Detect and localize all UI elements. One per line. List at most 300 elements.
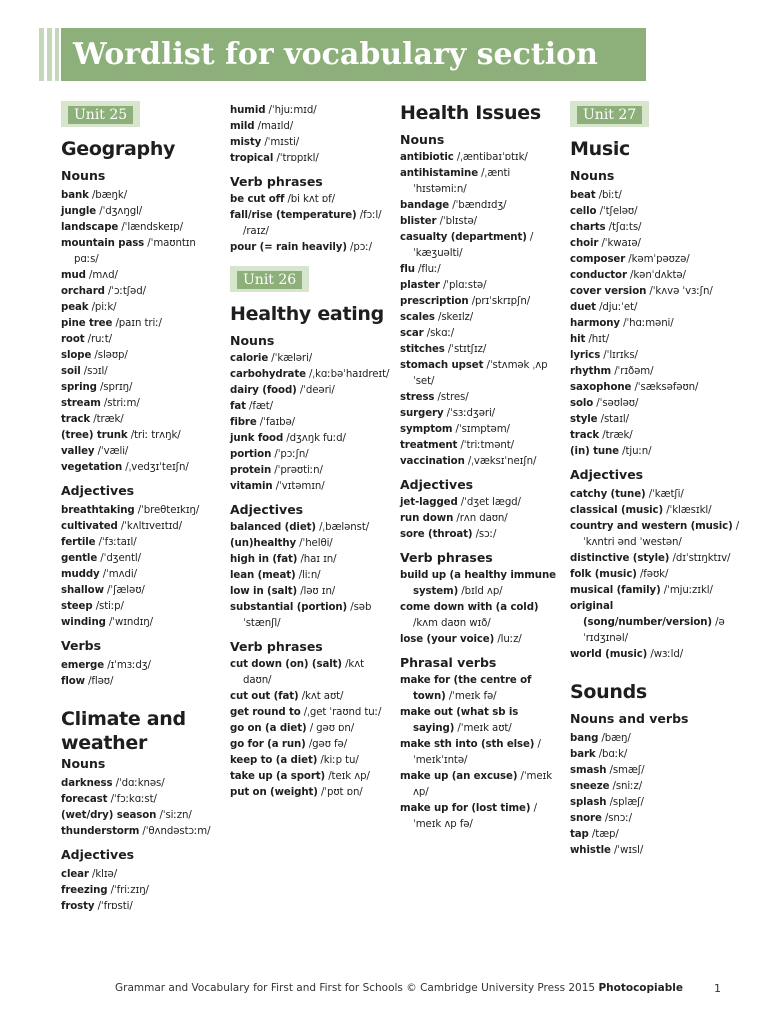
word-entry [570,487,740,503]
word-pronunciation: /skeɪlz/ [437,312,474,323]
word-term: casualty (department) [400,232,527,243]
word-entry [61,268,221,284]
word-term: frosty [61,901,95,912]
word-entry [570,763,740,779]
word-term: forecast [61,794,108,805]
word-entry [230,463,390,479]
word-entry [400,801,560,833]
word-term: folk (music) [570,569,637,580]
word-entry [230,415,390,431]
word-pronunciation: /fæt/ [249,401,273,412]
word-term: flow [61,676,85,687]
word-entry [61,380,221,396]
word-term: distinctive (style) [570,553,670,564]
word-pronunciation: /piːk/ [91,302,117,313]
word-pronunciation: /sprɪŋ/ [99,382,133,393]
word-term: charts [570,222,606,233]
word-term: orchard [61,286,105,297]
footer-copyright: Grammar and Vocabulary for First and First for Schools © Cambridge University Press 2015 [115,982,596,994]
word-entry [230,367,390,383]
word-pronunciation: /ˈmʌdi/ [102,569,137,580]
word-term: beat [570,190,596,201]
word-entry [400,310,560,326]
word-entry [61,867,221,883]
word-pronunciation: /ˌæntibaɪˈɒtɪk/ [456,152,528,163]
word-pronunciation: /ˈʃæləʊ/ [107,585,145,596]
word-pronunciation: /sləʊp/ [94,350,128,361]
word-entry [400,495,560,511]
word-pronunciation: /prɪˈskrɪpʃn/ [471,296,531,307]
word-entry [61,444,221,460]
word-term: harmony [570,318,620,329]
word-list [570,731,740,859]
word-term: vegetation [61,462,123,473]
word-pronunciation: /ˈfɔːkɑːst/ [110,794,157,805]
word-list [61,776,221,840]
section-heading: Climate and weather [61,708,186,754]
word-entry [61,503,221,519]
word-entry [61,792,221,808]
word-pronunciation: /ˈɔːtʃəd/ [107,286,146,297]
word-entry [400,406,560,422]
word-term: track [570,430,600,441]
word-term: (tree) trunk [61,430,128,441]
word-entry [570,316,740,332]
category-heading: Nouns [230,333,275,348]
word-entry [400,769,560,801]
word-pronunciation: /ˈdeəri/ [299,385,335,396]
word-term: muddy [61,569,100,580]
word-pronunciation: /ˈwɪsl/ [613,845,644,856]
word-entry [230,240,390,256]
word-entry [230,785,390,801]
word-pronunciation: /ˈstʌmək ˌʌpˈset/ [413,360,548,387]
word-term: dairy (food) [230,385,297,396]
word-term: fertile [61,537,96,548]
word-pronunciation: /ˈmeɪk ʌp fə/ [413,803,537,830]
word-entry [230,657,390,689]
word-entry [61,599,221,615]
word-term: make for (the centre of town) [400,675,532,702]
section-heading: Health Issues [400,102,541,124]
word-term: symptom [400,424,453,435]
word-entry [61,428,221,444]
word-pronunciation: /ˈhɑːməni/ [623,318,674,329]
word-entry [230,600,390,632]
word-entry [570,567,740,583]
word-term: bank [61,190,89,201]
word-pronunciation: /bæŋk/ [91,190,128,201]
word-entry [61,204,221,220]
word-list [400,150,560,470]
word-pronunciation: /ˈkwaɪə/ [601,238,641,249]
word-pronunciation: /sɔɪl/ [83,366,108,377]
word-term: protein [230,465,272,476]
word-list [400,495,560,543]
word-pronunciation: /stiːp/ [95,601,124,612]
word-entry [61,674,221,690]
word-entry [570,843,740,859]
word-term: style [570,414,598,425]
word-pronunciation: /maɪld/ [257,121,294,132]
word-entry [230,737,390,753]
word-pronunciation: /bi kʌt ɒf/ [287,194,335,205]
word-entry [400,342,560,358]
word-entry [230,520,390,536]
word-entry [570,348,740,364]
word-entry [400,214,560,230]
word-pronunciation: /fɔːl/ /raɪz/ [243,210,382,237]
word-pronunciation: /kʌt aʊt/ [301,691,344,702]
word-entry [230,552,390,568]
category-heading: Adjectives [61,847,135,862]
word-entry [61,899,221,915]
word-term: misty [230,137,262,148]
word-entry [61,284,221,300]
word-entry [400,278,560,294]
word-pronunciation: /ˈmɪsti/ [264,137,300,148]
word-term: lyrics [570,350,601,361]
word-entry [570,236,740,252]
word-pronunciation: /paɪn triː/ [115,318,162,329]
word-term: go on (a diet) [230,723,307,734]
word-entry [61,332,221,348]
word-pronunciation: /staɪl/ [600,414,629,425]
word-pronunciation: /ˌbælənst/ [319,522,370,533]
word-pronunciation: /ˈtrɒpɪkl/ [276,153,319,164]
word-term: whistle [570,845,611,856]
word-pronunciation: /striːm/ [103,398,140,409]
word-term: thunderstorm [61,826,140,837]
word-pronunciation: /træk/ [93,414,124,425]
word-entry [570,396,740,412]
word-pronunciation: /ˈsəʊləʊ/ [596,398,639,409]
category-heading: Verbs [61,638,102,653]
word-term: scales [400,312,435,323]
word-pronunciation: /əˈrɪdʒɪnəl/ [583,617,725,644]
word-pronunciation: /ˈprəʊtiːn/ [274,465,323,476]
word-pronunciation: /ˈdɑːknəs/ [115,778,165,789]
word-term: snore [570,813,602,824]
word-entry [570,647,740,663]
word-pronunciation: /ˈdʒʌŋgl/ [99,206,143,217]
word-pronunciation: /bɪld ʌp/ [461,586,503,597]
word-pronunciation: /ˌvedʒɪˈteɪʃn/ [125,462,189,473]
word-pronunciation: /tæp/ [591,829,619,840]
word-term: cover version [570,286,647,297]
word-pronunciation: /splæʃ/ [609,797,644,808]
word-entry [230,151,390,167]
word-list [61,867,221,915]
word-entry [570,444,740,460]
word-entry [570,188,740,204]
category-heading: Adjectives [61,483,135,498]
word-term: take up (a sport) [230,771,326,782]
word-entry [400,230,560,262]
word-term: sneeze [570,781,610,792]
word-entry [570,551,740,567]
word-entry [230,431,390,447]
word-pronunciation: /ˈsɪmptəm/ [455,424,510,435]
word-pronunciation: /ˈklæsɪkl/ [666,505,712,516]
category-heading: Verb phrases [230,639,323,654]
word-pronunciation: /kʌm daʊn wɪð/ [413,618,491,629]
word-term: original (song/number/version) [570,601,712,628]
word-term: world (music) [570,649,648,660]
word-entry [61,316,221,332]
word-term: junk food [230,433,284,444]
word-pronunciation: /ˈhelθi/ [299,538,333,549]
category-heading: Verb phrases [400,550,493,565]
word-entry [61,776,221,792]
word-pronunciation: /smæʃ/ [609,765,645,776]
word-entry [61,220,221,236]
word-term: surgery [400,408,444,419]
word-pronunciation: /ˈθʌndəstɔːm/ [142,826,211,837]
word-term: scar [400,328,424,339]
word-term: solo [570,398,594,409]
word-entry [570,284,740,300]
title-decoration-bar [55,28,59,81]
word-term: track [61,414,91,425]
word-term: portion [230,449,272,460]
word-term: splash [570,797,607,808]
word-pronunciation: /ˈlændskeɪp/ [121,222,183,233]
category-heading: Nouns [61,168,106,183]
word-term: come down with (a cold) [400,602,539,613]
word-term: root [61,334,85,345]
word-entry [230,447,390,463]
word-term: classical (music) [570,505,664,516]
word-term: go for (a run) [230,739,306,750]
word-term: stress [400,392,435,403]
word-term: antibiotic [400,152,454,163]
word-list [230,520,390,632]
word-term: treatment [400,440,458,451]
word-entry [570,252,740,268]
word-pronunciation: /ˌkɑːbəˈhaɪdreɪt/ [309,369,390,380]
word-entry [570,428,740,444]
word-entry [230,135,390,151]
word-term: build up (a healthy immune system) [400,570,556,597]
word-term: bang [570,733,599,744]
word-entry [400,390,560,406]
word-list [570,188,740,460]
word-term: fibre [230,417,257,428]
word-term: musical (family) [570,585,661,596]
word-pronunciation: /ˈlɪrɪks/ [603,350,638,361]
word-term: jet-lagged [400,497,458,508]
word-term: vitamin [230,481,273,492]
word-entry [61,535,221,551]
word-pronunciation: /fluː/ [418,264,441,275]
word-term: plaster [400,280,440,291]
word-term: carbohydrate [230,369,306,380]
word-entry [570,204,740,220]
category-heading: Adjectives [400,477,474,492]
word-entry [570,779,740,795]
section-heading: Healthy eating [230,303,384,325]
category-heading: Verb phrases [230,174,323,189]
word-pronunciation: /ˈmaʊntɪn pɑːs/ [74,238,196,265]
unit-badge [230,266,309,292]
word-term: gentle [61,553,98,564]
category-heading: Nouns [570,168,615,183]
word-entry [570,300,740,316]
word-pronunciation: /dʒʌŋk fuːd/ [286,433,346,444]
word-entry [230,705,390,721]
word-entry [570,220,740,236]
word-entry [570,364,740,380]
word-entry [230,536,390,552]
word-pronunciation: /tjuːn/ [622,446,652,457]
word-entry [61,396,221,412]
word-term: breathtaking [61,505,135,516]
word-entry [400,511,560,527]
word-entry [61,460,221,476]
word-entry [230,689,390,705]
word-term: get round to [230,707,301,718]
word-pronunciation: /ləʊ ɪn/ [300,586,336,597]
word-term: substantial (portion) [230,602,348,613]
word-entry [570,412,740,428]
word-term: high in (fat) [230,554,298,565]
word-entry [230,351,390,367]
word-term: stomach upset [400,360,484,371]
word-pronunciation: /triː trʌŋk/ [130,430,181,441]
page-title: Wordlist for vocabulary section [73,37,598,72]
word-pronunciation: /ˈmeɪkˈɪntə/ [413,739,541,766]
word-term: choir [570,238,599,249]
word-pronunciation: /ˈfaɪbə/ [259,417,296,428]
word-entry [400,673,560,705]
word-term: prescription [400,296,469,307]
word-term: fall/rise (temperature) [230,210,357,221]
word-term: flu [400,264,415,275]
word-pronunciation: /ˈkʌltɪveɪtɪd/ [120,521,183,532]
word-entry [230,383,390,399]
unit-label: Unit 27 [577,106,642,124]
word-list [400,673,560,833]
word-pronunciation: /biːt/ [598,190,622,201]
word-pronunciation: /ruːt/ [87,334,112,345]
word-term: lean (meat) [230,570,296,581]
word-term: duet [570,302,596,313]
word-pronunciation: /kiːp tu/ [320,755,359,766]
column-4 [570,101,740,859]
word-pronunciation: /gəʊ fə/ [308,739,348,750]
title-decoration-bar [39,28,44,81]
title-band [61,28,646,81]
word-entry [61,348,221,364]
word-list [230,657,390,801]
word-pronunciation: /pɔː/ [350,242,372,253]
word-entry [570,827,740,843]
word-pronunciation: /ˈvɪtəmɪn/ [275,481,325,492]
word-entry [61,658,221,674]
word-entry [570,731,740,747]
word-entry [400,150,560,166]
unit-badge [570,101,649,127]
word-pronunciation: /ˈmeɪk aʊt/ [457,723,512,734]
word-pronunciation: /ˈmeɪk fə/ [448,691,497,702]
word-entry [400,294,560,310]
word-entry [61,824,221,840]
word-term: humid [230,105,266,116]
word-term: slope [61,350,92,361]
word-pronunciation: /səbˈstænʃl/ [243,602,372,629]
word-term: sore (throat) [400,529,473,540]
word-term: conductor [570,270,627,281]
word-term: tap [570,829,589,840]
title-decoration-bar [47,28,52,81]
word-term: darkness [61,778,113,789]
word-entry [400,600,560,632]
word-pronunciation: /klɪə/ [91,869,118,880]
word-entry [400,737,560,769]
word-entry [61,519,221,535]
word-entry [570,583,740,599]
word-term: freezing [61,885,108,896]
word-term: mountain pass [61,238,145,249]
word-pronunciation: /stres/ [437,392,469,403]
word-pronunciation: /ˈtʃeləʊ/ [599,206,638,217]
word-term: rhythm [570,366,612,377]
word-term: (wet/dry) season [61,810,157,821]
unit-badge [61,101,140,127]
word-pronunciation: /ˈkætʃi/ [648,489,684,500]
word-pronunciation: /ˌget ˈraʊnd tuː/ [303,707,382,718]
word-term: run down [400,513,454,524]
word-term: pine tree [61,318,113,329]
word-entry [230,208,390,240]
word-pronunciation: /kʌt daʊn/ [243,659,365,686]
word-pronunciation: /sniːz/ [612,781,643,792]
word-list [61,658,221,690]
category-heading: Phrasal verbs [400,655,497,670]
word-pronunciation: /ˈkʌntri ənd ˈwestən/ [583,521,740,548]
section-heading: Music [570,138,631,160]
word-pronunciation: /ˈpʊt ɒn/ [320,787,363,798]
word-term: be cut off [230,194,285,205]
word-entry [230,753,390,769]
word-pronunciation: /liːn/ [298,570,321,581]
word-entry [61,883,221,899]
word-term: make sth into (sth else) [400,739,535,750]
word-term: lose (your voice) [400,634,495,645]
column-2 [230,101,390,801]
word-term: catchy (tune) [570,489,646,500]
word-term: keep to (a diet) [230,755,318,766]
word-term: blister [400,216,437,227]
word-pronunciation: /ˈdʒentl/ [100,553,141,564]
word-pronunciation: /ˈmeɪk ʌp/ [413,771,553,798]
word-pronunciation: /ˈhjuːmɪd/ [268,105,317,116]
word-entry [570,332,740,348]
word-term: low in (salt) [230,586,298,597]
word-pronunciation: /ˌvæksɪˈneɪʃn/ [467,456,537,467]
page-number: 1 [714,982,721,995]
word-term: composer [570,254,626,265]
word-term: country and western (music) [570,521,733,532]
word-pronunciation: /ˈrɪðəm/ [614,366,654,377]
word-entry [570,380,740,396]
word-pronunciation: /ˈfrɒsti/ [97,901,133,912]
word-term: fat [230,401,246,412]
word-term: calorie [230,353,269,364]
word-pronunciation: /snɔː/ [604,813,632,824]
word-pronunciation: /ˈbændɪdʒ/ [452,200,507,211]
